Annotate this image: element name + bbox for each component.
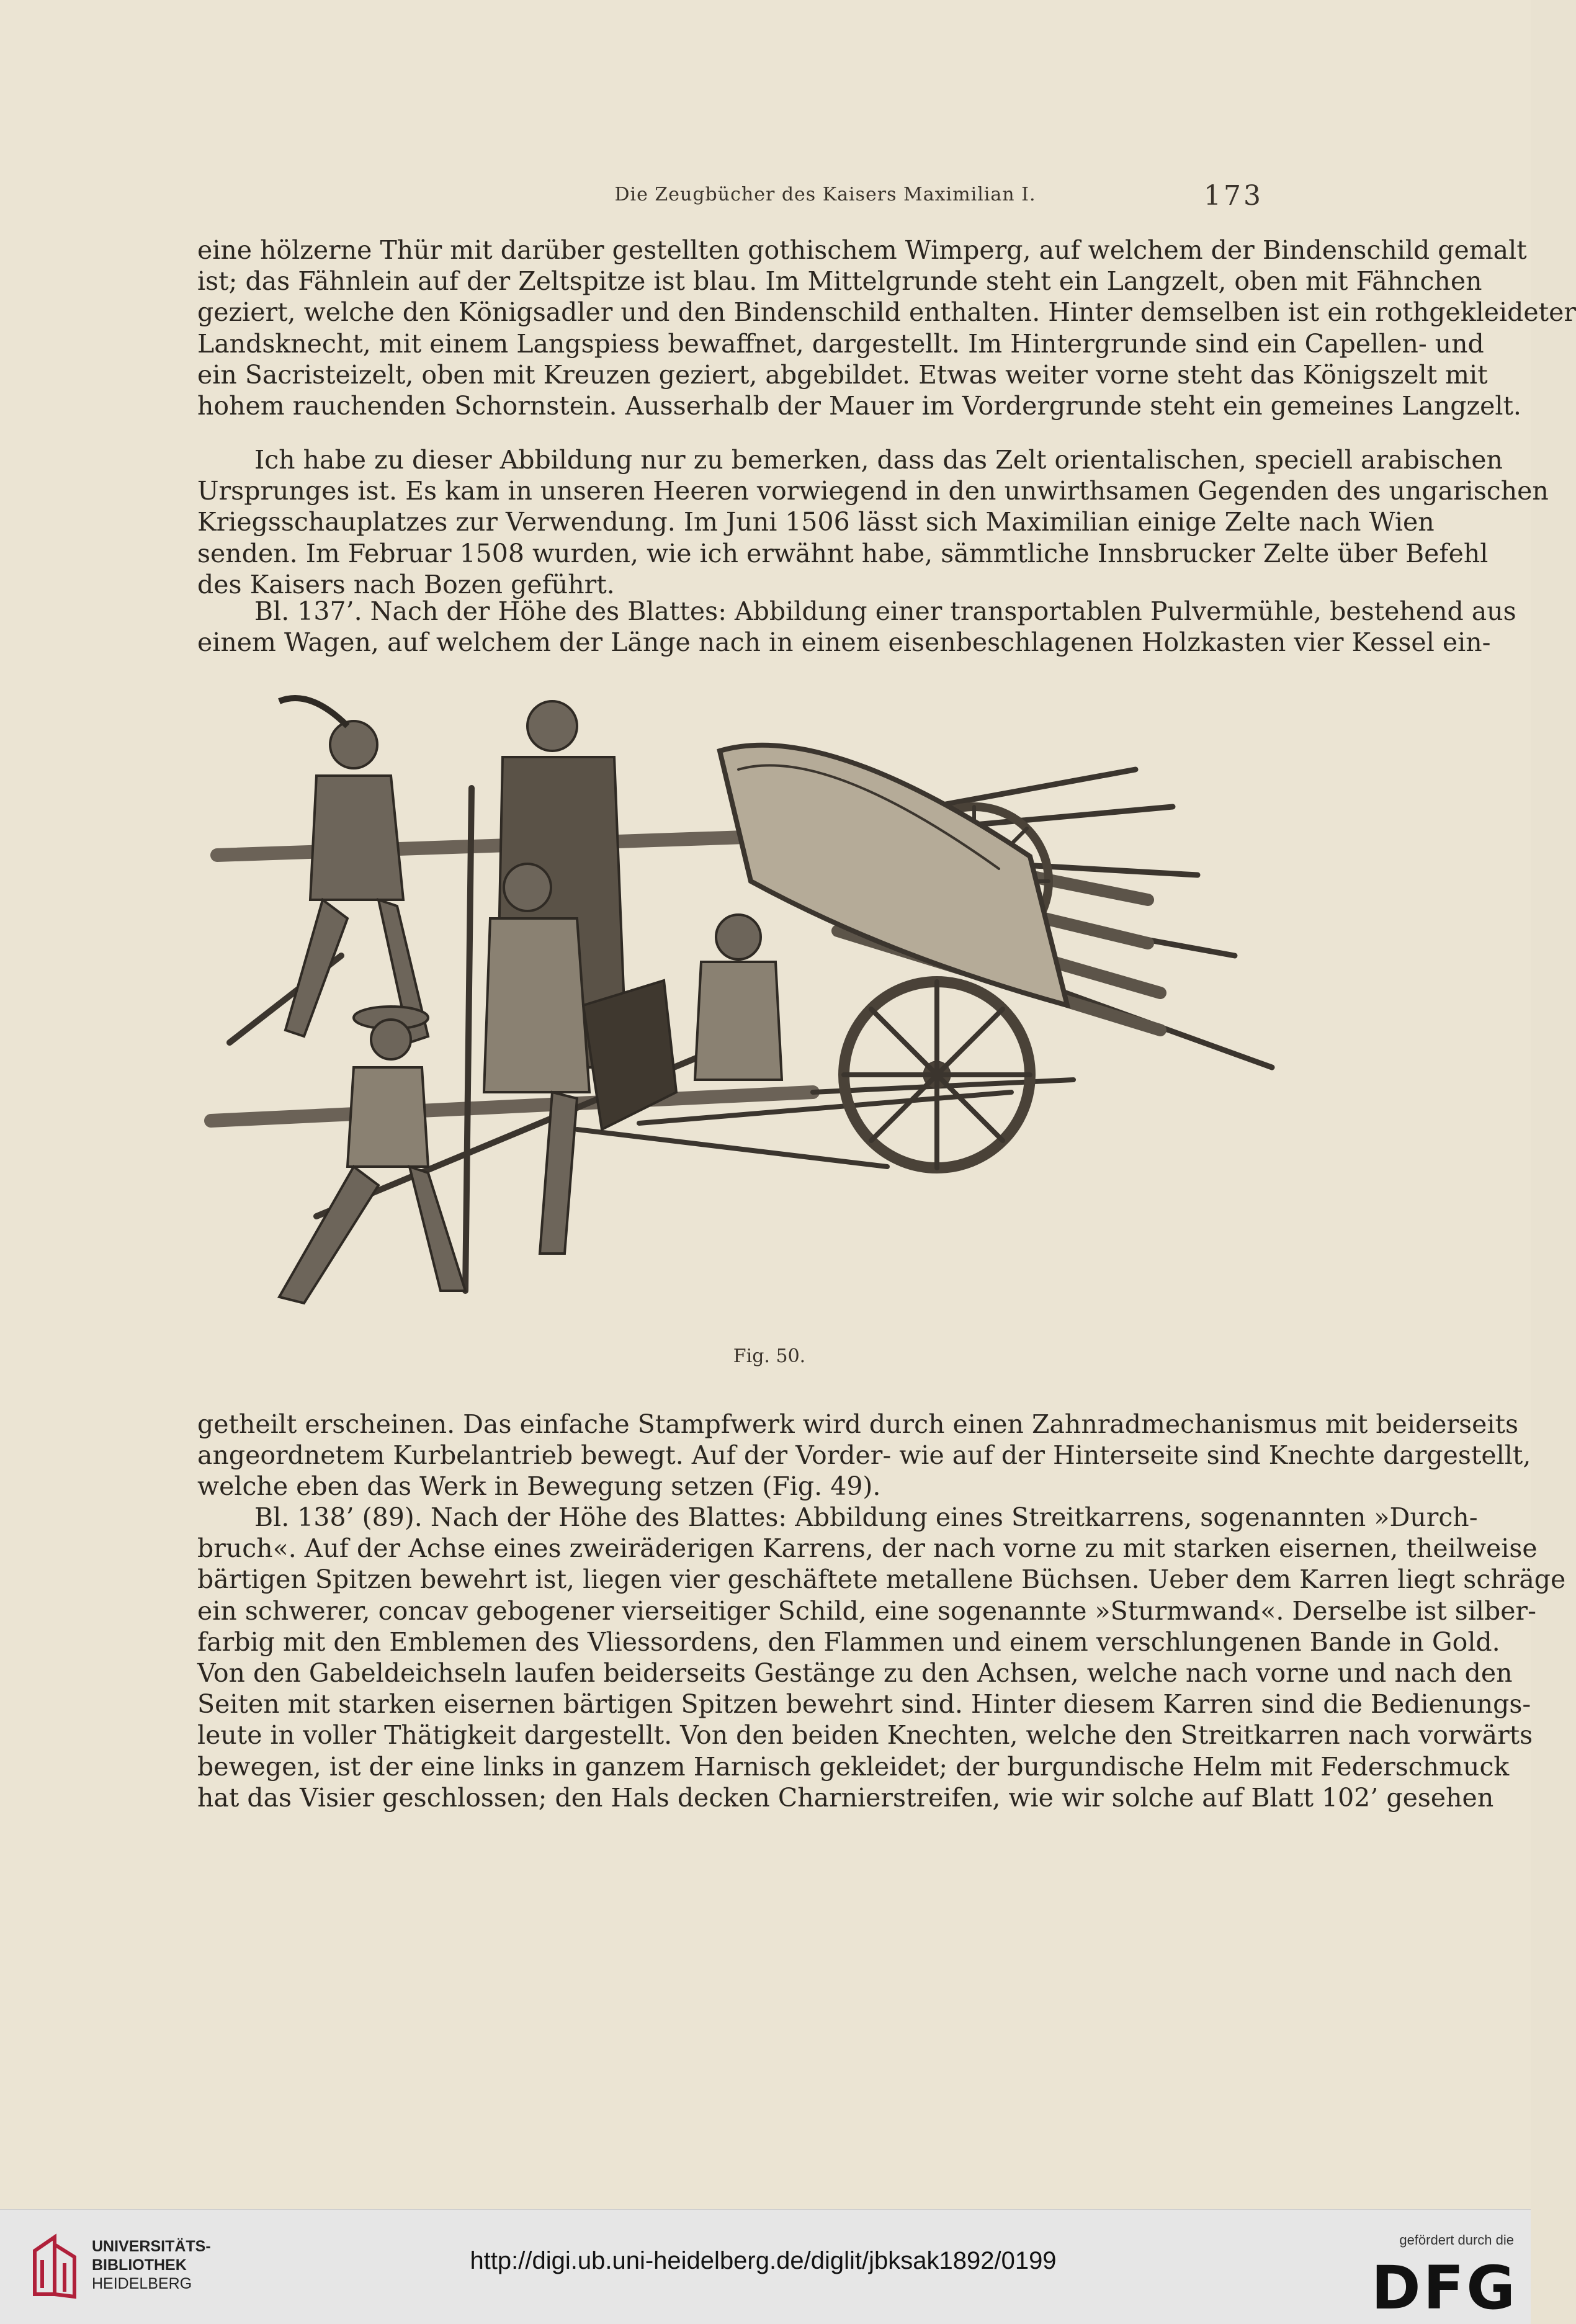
text-line: bruch«. Auf der Achse eines zweiräderigen Karrens, der nach vorne zu mit starken eisernen, theilweise xyxy=(197,1533,1538,1564)
text-line: ein Sacristeizelt, oben mit Kreuzen geziert, abgebildet. Etwas weiter vorne steht das Königszelt mit xyxy=(197,359,1488,390)
text-line: Ich habe zu dieser Abbildung nur zu bemerken, dass das Zelt orientalischen, speciell arabischen xyxy=(254,445,1503,475)
library-name-line: HEIDELBERG xyxy=(92,2275,192,2292)
text-line: farbig mit den Emblemen des Vliessordens, den Flammen und einem verschlungenen Bande in Gold. xyxy=(197,1626,1500,1657)
paragraph-1 xyxy=(197,235,1576,421)
text-line: leute in voller Thätigkeit dargestellt. Von den beiden Knechten, welche den Streitkarren nach vorwärts xyxy=(197,1720,1533,1751)
text-line: angeordnetem Kurbelantrieb bewegt. Auf der Vorder- wie auf der Hinterseite sind Knechte dargestellt, xyxy=(197,1440,1531,1471)
figure-caption: Fig. 50. xyxy=(733,1345,806,1367)
paragraph-5 xyxy=(197,1502,1566,1813)
text-line: des Kaisers nach Bozen geführt. xyxy=(197,569,615,599)
dfg-logo[interactable]: DFG xyxy=(1371,2253,1518,2323)
library-name-line: BIBLIOTHEK xyxy=(92,2256,187,2274)
library-name-line: UNIVERSITÄTS- xyxy=(92,2238,211,2255)
library-name[interactable] xyxy=(92,2237,211,2293)
war-cart-engraving xyxy=(205,695,1278,1353)
sponsor-text: gefördert durch die xyxy=(1399,2232,1514,2248)
text-line: eine hölzerne Thür mit darüber gestellten gothischem Wimperg, auf welchem der Bindenschild gemalt xyxy=(197,235,1527,265)
text-line: hohem rauchenden Schornstein. Ausserhalb der Mauer im Vordergrunde steht ein gemeines Langzelt. xyxy=(197,391,1521,421)
text-line: senden. Im Februar 1508 wurden, wie ich erwähnt habe, sämmtliche Innsbrucker Zelte über Befehl xyxy=(197,538,1489,568)
paragraph-2 xyxy=(197,444,1549,600)
footer-bar xyxy=(0,2209,1531,2324)
page-number: 173 xyxy=(1204,180,1263,212)
text-line: ein schwerer, concav gebogener vierseitiger Schild, eine sogenannte »Sturmwand«. Derselbe ist silber- xyxy=(197,1595,1536,1626)
text-line: bewegen, ist der eine links in ganzem Harnisch gekleidet; der burgundische Helm mit Federschmuck xyxy=(197,1751,1510,1782)
text-line: Von den Gabeldeichseln laufen beiderseits Gestänge zu den Achsen, welche nach vorne und nach den xyxy=(197,1658,1513,1689)
text-line: Landsknecht, mit einem Langspiess bewaffnet, dargestellt. Im Hintergrunde sind ein Capellen- und xyxy=(197,328,1484,359)
text-line: bärtigen Spitzen bewehrt ist, liegen vier geschäftete metallene Büchsen. Ueber dem Karren liegt schräge xyxy=(197,1564,1566,1595)
figure-streitkarren-illustration xyxy=(205,695,1278,1353)
text-line: welche eben das Werk in Bewegung setzen (Fig. 49). xyxy=(197,1471,881,1502)
text-line: getheilt erscheinen. Das einfache Stampfwerk wird durch einen Zahnradmechanismus mit beiderseits xyxy=(197,1409,1519,1439)
text-line: Bl. 137’. Nach der Höhe des Blattes: Abbildung einer transportablen Pulvermühle, bestehend aus xyxy=(254,596,1516,626)
text-line: einem Wagen, auf welchem der Länge nach in einem eisenbeschlagenen Holzkasten vier Kessel ein- xyxy=(197,627,1491,658)
running-head: Die Zeugbücher des Kaisers Maximilian I. xyxy=(614,184,1036,205)
text-line: Kriegsschauplatzes zur Verwendung. Im Juni 1506 lässt sich Maximilian einige Zelte nach Wien xyxy=(197,507,1435,537)
paragraph-3 xyxy=(197,596,1516,658)
permalink-url[interactable]: http://digi.ub.uni-heidelberg.de/diglit/jbksak1892/0199 xyxy=(470,2247,1057,2274)
text-line: Seiten mit starken eisernen bärtigen Spitzen bewehrt sind. Hinter diesem Karren sind die Bedienungs- xyxy=(197,1689,1531,1720)
text-line: ist; das Fähnlein auf der Zeltspitze ist blau. Im Mittelgrunde steht ein Langzelt, oben mit Fähnchen xyxy=(197,266,1482,297)
text-line: geziert, welche den Königsadler und den Bindenschild enthalten. Hinter demselben ist ein rothgekleideter xyxy=(197,297,1576,328)
text-line: Bl. 138’ (89). Nach der Höhe des Blattes: Abbildung eines Streitkarrens, sogenannten »Durch- xyxy=(254,1502,1478,1532)
text-line: hat das Visier geschlossen; den Hals decken Charnierstreifen, wie wir solche auf Blatt 102’ gesehen xyxy=(197,1782,1494,1813)
text-line: Ursprunges ist. Es kam in unseren Heeren vorwiegend in den unwirthsamen Gegenden des ungarischen xyxy=(197,476,1549,506)
library-logo-icon[interactable] xyxy=(30,2232,81,2302)
paragraph-4 xyxy=(197,1409,1531,1502)
